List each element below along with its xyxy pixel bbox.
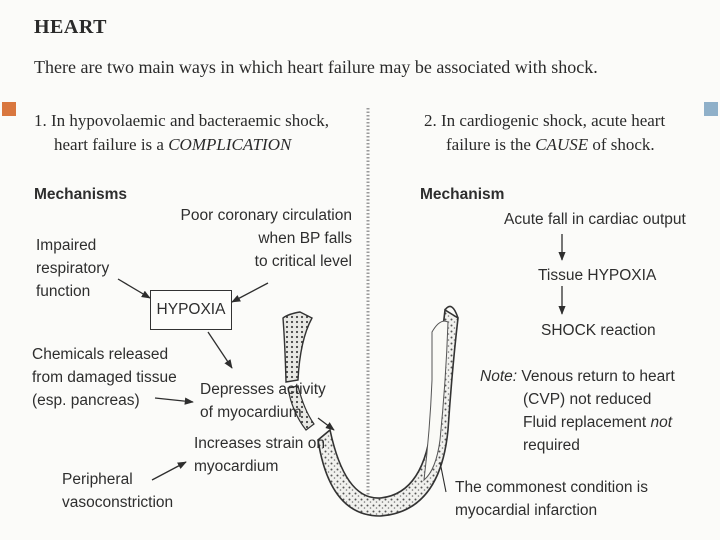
mechanisms-label: Mechanisms [34, 186, 128, 203]
peripheral-line1: Peripheral [62, 471, 133, 488]
left-point-line1: 1. In hypovolaemic and bacteraemic shock, [34, 111, 330, 130]
flow-shock-reaction: SHOCK reaction [541, 322, 656, 339]
note-line3 [523, 411, 672, 434]
right-point-prefix: failure is the [446, 135, 536, 154]
page-title: HEART [34, 16, 107, 38]
depresses-line1: Depresses activity [200, 381, 326, 398]
hypoxia-label: HYPOXIA [156, 301, 226, 318]
commonest-line1: The commonest condition is [455, 479, 648, 496]
mechanism-label: Mechanism [420, 186, 505, 203]
left-point-line2 [54, 132, 291, 157]
chemicals-label [32, 343, 177, 412]
commonest-line2: myocardial infarction [455, 502, 598, 519]
leader-commonest [440, 462, 446, 492]
increases-line1: Increases strain on [194, 435, 325, 452]
right-point-line1: 2. In cardiogenic shock, acute heart [424, 111, 666, 130]
chemicals-line2: from damaged tissue [32, 369, 177, 386]
chemicals-line1: Chemicals released [32, 346, 169, 363]
note-line4: required [523, 437, 580, 454]
note-line1 [480, 365, 675, 388]
increases-label [194, 432, 325, 478]
note-text3: Fluid replacement [523, 414, 651, 431]
depresses-line2: of myocardium [200, 404, 302, 421]
impaired-line2: respiratory [36, 260, 110, 277]
impaired-line3: function [36, 283, 91, 300]
note-block [480, 365, 675, 388]
poor-coronary-line2: when BP falls [258, 230, 352, 247]
impaired-line1: Impaired [36, 237, 97, 254]
poor-coronary-line3: to critical level [254, 253, 352, 270]
increases-line2: myocardium [194, 458, 279, 475]
chemicals-line3: (esp. pancreas) [32, 392, 140, 409]
flow-tissue-hypoxia: Tissue HYPOXIA [538, 267, 657, 284]
note-line2: (CVP) not reduced [523, 391, 652, 408]
hypoxia-box [150, 290, 232, 330]
note-text1: Venous return to heart [521, 368, 675, 385]
note-emph: not [650, 414, 673, 431]
arrow-hypoxia-to-depresses [208, 332, 232, 368]
commonest-label [455, 476, 648, 522]
flow-cardiac-output: Acute fall in cardiac output [504, 211, 686, 228]
poor-coronary-label [178, 204, 352, 273]
arrow-impaired-to-hypoxia [118, 279, 150, 298]
note-label: Note: [480, 368, 518, 385]
depresses-label [200, 378, 326, 424]
intro-text: There are two main ways in which heart failure may be associated with shock. [34, 57, 598, 77]
right-point-line2 [446, 132, 655, 157]
right-point-suffix: of shock. [588, 135, 655, 154]
impaired-label [36, 234, 109, 303]
peripheral-label [62, 468, 173, 514]
left-point-emph: COMPLICATION [168, 135, 292, 154]
peripheral-line2: vasoconstriction [62, 494, 174, 511]
right-point-emph: CAUSE [535, 135, 589, 154]
poor-coronary-line1: Poor coronary circulation [180, 207, 352, 224]
arrow-coronary-to-hypoxia [232, 283, 268, 302]
left-point-prefix: heart failure is a [54, 135, 169, 154]
